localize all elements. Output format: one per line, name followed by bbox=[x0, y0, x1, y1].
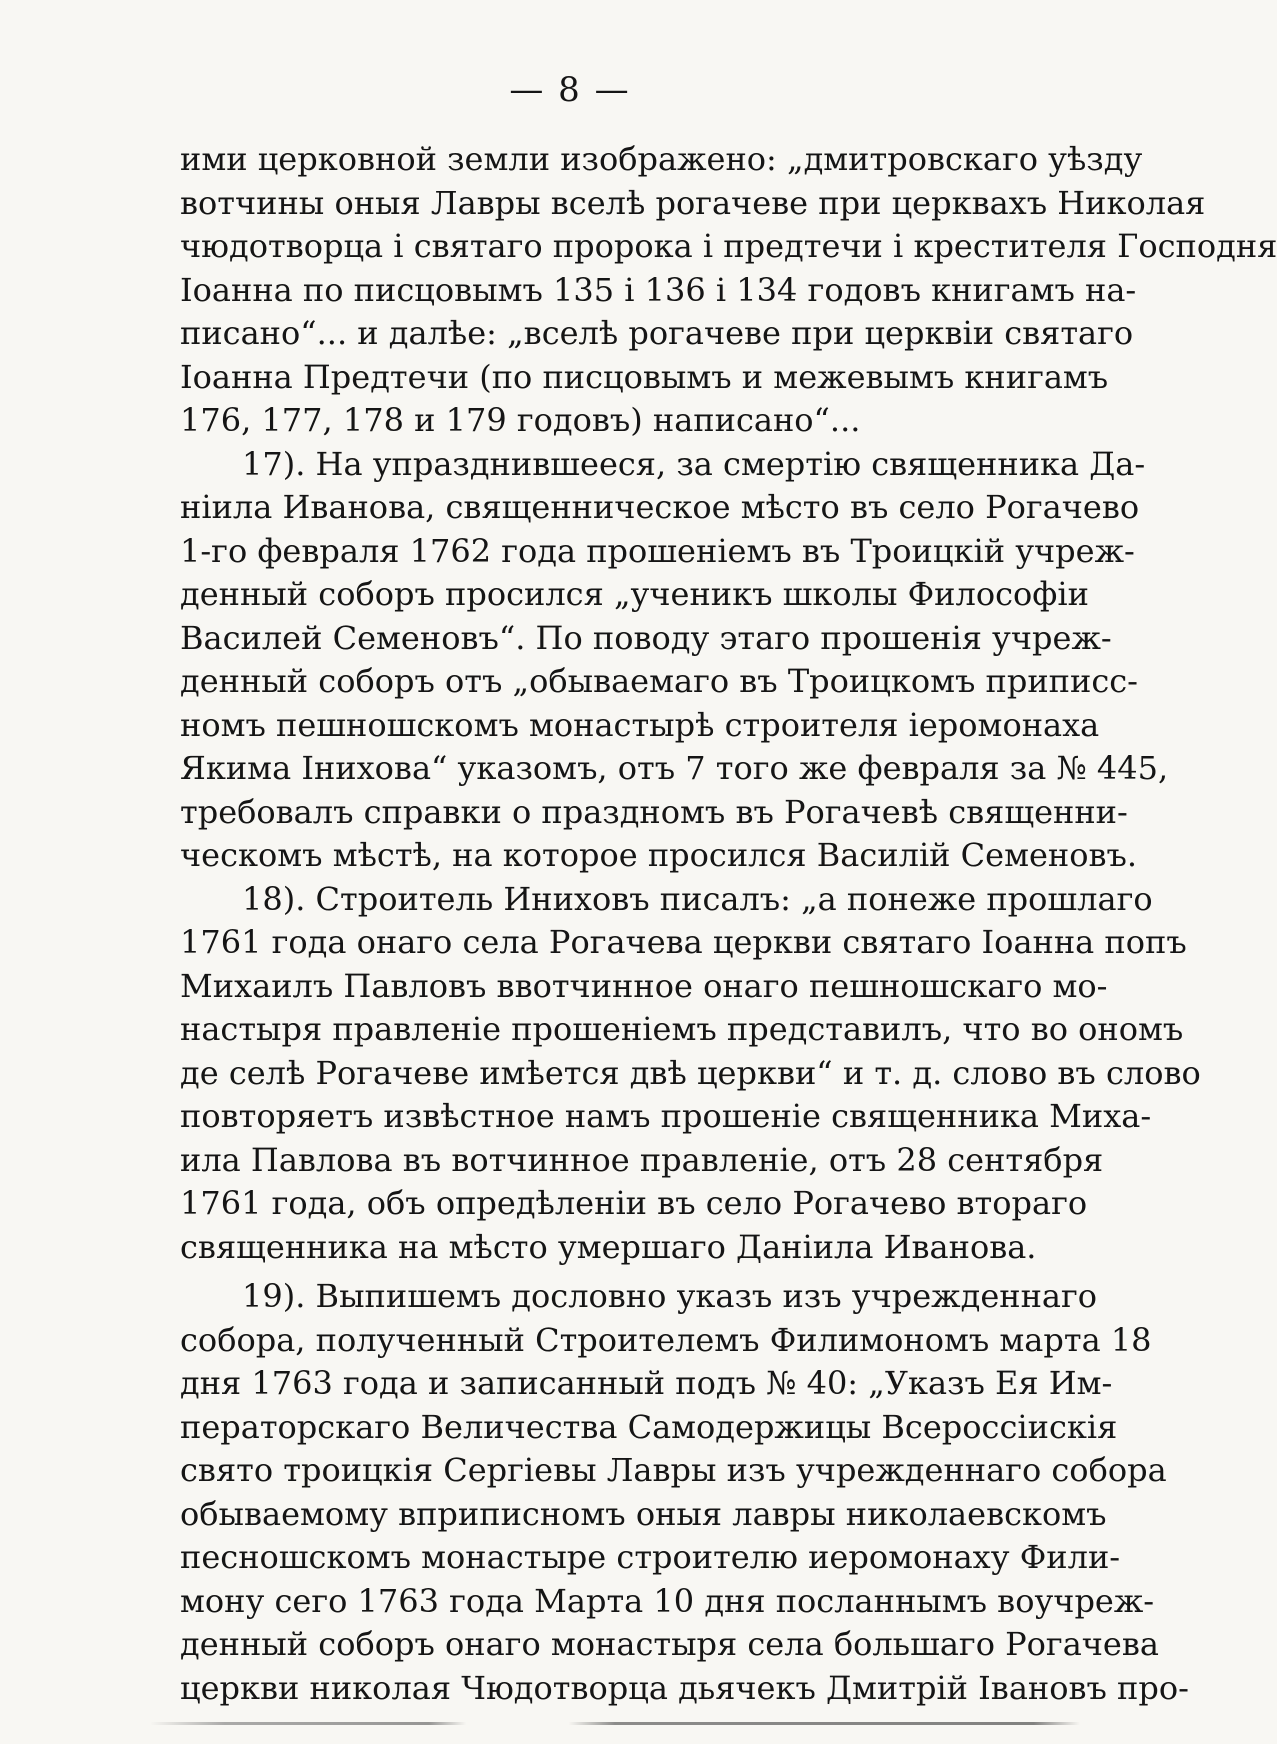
text-line: церкви николая Чюдотворца дьячекъ Дмитрій Івановъ про- bbox=[180, 1668, 1189, 1707]
text-line: писано“... и далѣе: „вселѣ рогачеве при церквіи святаго bbox=[180, 314, 1134, 352]
text-line: 1-го февраля 1762 года прошеніемъ въ Троицкій учреж- bbox=[180, 531, 1135, 570]
paragraph-17-start: 17). На упразднившееся, за смертію священника Да- bbox=[242, 444, 1146, 483]
body-text bbox=[180, 138, 1277, 1710]
text-line: Михаилъ Павловъ ввотчинное онаго пешношскаго мо- bbox=[180, 966, 1108, 1005]
text-line: номъ пешношскомъ монастырѣ строителя іеромонаха bbox=[180, 705, 1100, 744]
text-line: свято троицкія Сергіевы Лавры изъ учрежденнаго собора bbox=[180, 1451, 1167, 1489]
text-line: повторяетъ извѣстное намъ прошеніе священника Миха- bbox=[180, 1097, 1152, 1135]
text-line: де селѣ Рогачеве имѣется двѣ церкви“ и т. д. слово въ слово bbox=[180, 1053, 1201, 1092]
text-line: вотчины оныя Лавры вселѣ рогачеве при церквахъ Николая bbox=[180, 183, 1206, 222]
text-line: ими церковной земли изображено: „дмитровскаго уѣзду bbox=[180, 140, 1143, 178]
text-line: дня 1763 года и записанный подъ № 40: „Указъ Ея Им- bbox=[180, 1364, 1113, 1402]
page-number: — 8 — bbox=[509, 70, 631, 110]
text-line: требовалъ справки о праздномъ въ Рогачевѣ священни- bbox=[180, 792, 1128, 831]
text-line: Василей Семеновъ“. По поводу этаго прошенія учреж- bbox=[180, 618, 1112, 657]
text-line: ніила Иванова, священническое мѣсто въ село Рогачево bbox=[180, 488, 1140, 526]
text-line: Іоанна по писцовымъ 135 і 136 і 134 годовъ книгамъ на- bbox=[180, 270, 1137, 309]
text-line: ческомъ мѣстѣ, на которое просился Василій Семеновъ. bbox=[180, 836, 1138, 874]
paragraph-18-start: 18). Строитель Иниховъ писалъ: „а понеже прошлаго bbox=[242, 879, 1153, 918]
text-line: денный соборъ онаго монастыря села большаго Рогачева bbox=[180, 1625, 1159, 1663]
text-line: чюдотворца і святаго пророка і предтечи і крестителя Господня bbox=[180, 227, 1277, 265]
text-line: денный соборъ отъ „обываемаго въ Троицкомъ приписс- bbox=[180, 662, 1138, 700]
text-line: мону сего 1763 года Марта 10 дня посланнымъ воучреж- bbox=[180, 1581, 1155, 1620]
text-line: Якима Інихова“ указомъ, отъ 7 того же февраля за № 445, bbox=[180, 749, 1169, 787]
paragraph-19-start: 19). Выпишемъ дословно указъ изъ учрежденнаго bbox=[242, 1277, 1098, 1315]
text-line: настыря правленіе прошеніемъ представилъ, что во ономъ bbox=[180, 1010, 1184, 1048]
text-line: денный соборъ просился „ученикъ школы Философіи bbox=[180, 575, 1089, 613]
text-line: ператорскаго Величества Самодержицы Всероссіискія bbox=[180, 1407, 1118, 1446]
text-line: Іоанна Предтечи (по писцовымъ и межевымъ книгамъ bbox=[180, 357, 1109, 396]
bottom-rule bbox=[150, 1722, 1080, 1725]
text-line: собора, полученный Строителемъ Филимономъ марта 18 bbox=[180, 1320, 1152, 1359]
text-line: ила Павлова въ вотчинное правленіе, отъ 28 сентября bbox=[180, 1140, 1104, 1179]
text-line: 1761 года, объ опредѣленіи въ село Рогачево втораго bbox=[180, 1184, 1088, 1222]
text-line: песношскомъ монастыре строителю иеромонаху Фили- bbox=[180, 1538, 1121, 1576]
text-line: 1761 года онаго села Рогачева церкви святаго Іоанна попъ bbox=[180, 923, 1187, 961]
text-line: 176, 177, 178 и 179 годовъ) написано“... bbox=[180, 401, 861, 439]
text-line: обываемому вприписномъ оныя лавры николаевскомъ bbox=[180, 1494, 1107, 1533]
text-line: священника на мѣсто умершаго Даніила Иванова. bbox=[180, 1227, 1037, 1266]
